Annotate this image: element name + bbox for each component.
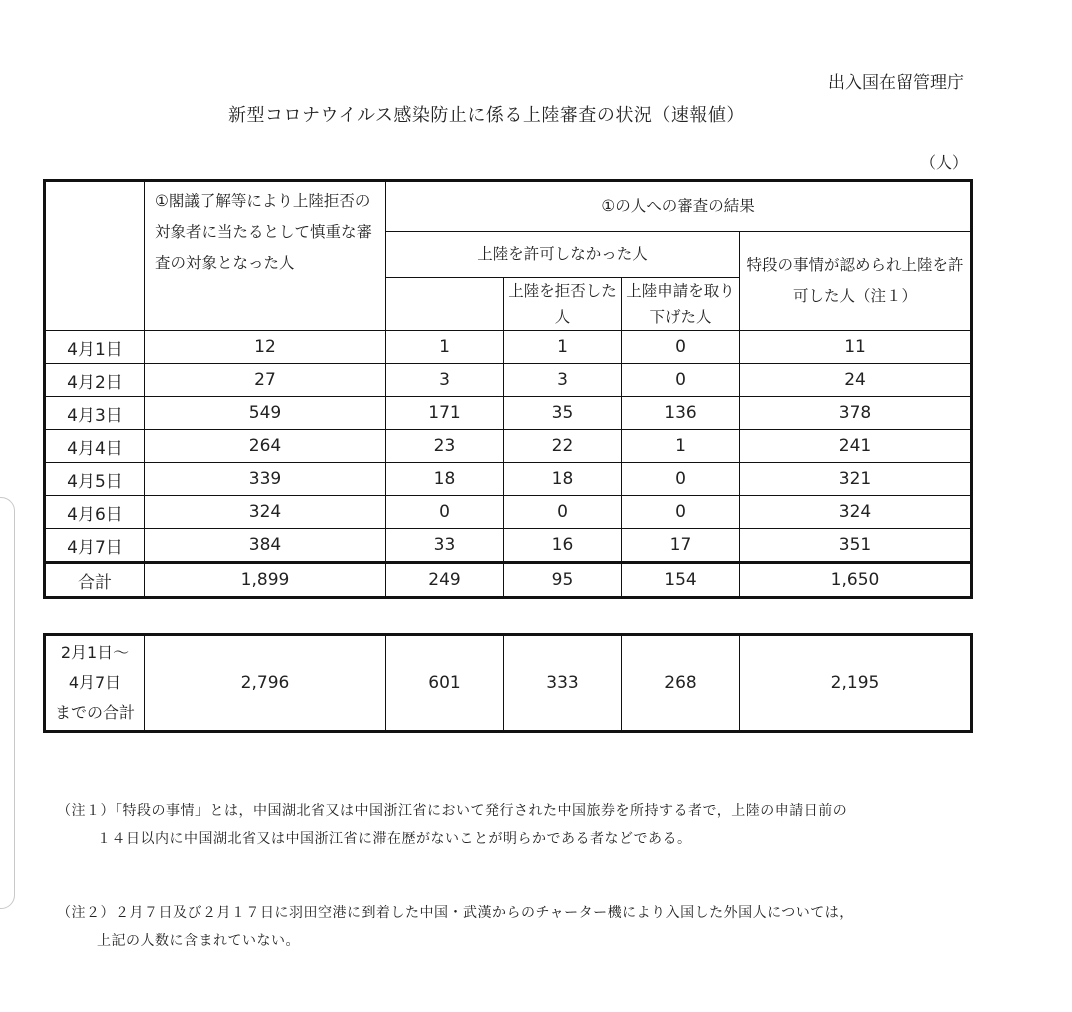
inspection-table [43,179,973,599]
special-cell: 241 [740,430,972,463]
cumulative-label-line: 2月1日～ [60,643,130,662]
header-result-label: ①の人への審査の結果 [601,197,755,215]
not-permitted-cell: 0 [386,496,504,529]
target-cell: 12 [145,331,386,364]
cumulative-label-cell [45,635,145,732]
date-cell: 4月2日 [45,364,145,397]
header-target-label: ①閣議了解等により上陸拒否の対象者に当たるとして慎重な審査の対象となった人 [155,192,373,272]
not-permitted-cell: 18 [386,463,504,496]
table-row [45,496,972,529]
not-permitted-cell: 33 [386,529,504,563]
header-result-cell [386,181,972,232]
note-1 [57,797,847,853]
not-permitted-cell: 3 [386,364,504,397]
header-date-cell [45,181,145,331]
withdrawn-cell: 0 [622,463,740,496]
target-cell: 549 [145,397,386,430]
withdrawn-cell: 0 [622,496,740,529]
refused-cell: 16 [504,529,622,563]
date-cell: 4月7日 [45,529,145,563]
not-permitted-cell: 171 [386,397,504,430]
note-2 [57,899,854,955]
total-row [45,563,972,598]
target-cell: 384 [145,529,386,563]
header-not-permitted-label: 上陸を許可しなかった人 [477,245,648,263]
table-row [45,397,972,430]
refused-cell: 3 [504,364,622,397]
total-withdrawn-cell: 154 [622,563,740,598]
total-not-permitted-cell: 249 [386,563,504,598]
note-2-line-1: （注２）２月７日及び２月１７日に羽田空港に到着した中国・武漢からのチャーター機により入国した外国人については， [57,905,854,921]
agency-name: 出入国在留管理庁 [828,73,964,93]
target-cell: 324 [145,496,386,529]
total-label: 合計 [45,563,145,598]
special-cell: 321 [740,463,972,496]
note-2-line-2: 上記の人数に含まれていない。 [97,933,300,949]
table-row [45,430,972,463]
target-cell: 339 [145,463,386,496]
special-cell: 24 [740,364,972,397]
refused-cell: 0 [504,496,622,529]
refused-cell: 22 [504,430,622,463]
unit-label: （人） [920,153,969,172]
refused-cell: 1 [504,331,622,364]
date-cell: 4月4日 [45,430,145,463]
cumulative-refused-cell: 333 [504,635,622,732]
table-row [45,529,972,563]
cumulative-label-line: までの合計 [54,703,135,722]
cumulative-withdrawn-cell: 268 [622,635,740,732]
refused-cell: 35 [504,397,622,430]
special-cell: 324 [740,496,972,529]
cumulative-table [43,633,973,733]
cumulative-target-cell: 2,796 [145,635,386,732]
note-1-line-2: １４日以内に中国湖北省又は中国浙江省に滞在歴がないことが明らかである者などである。 [97,831,692,847]
header-target-cell [145,181,386,331]
total-special-cell: 1,650 [740,563,972,598]
note-1-line-1: （注１）「特段の事情」とは，中国湖北省又は中国浙江省において発行された中国旅券を所持する者で，上陸の申請日前の [57,803,848,819]
header-special-label: 特段の事情が認められ上陸を許可した人（注１） [746,256,964,305]
special-cell: 378 [740,397,972,430]
total-target-cell: 1,899 [145,563,386,598]
target-cell: 264 [145,430,386,463]
not-permitted-cell: 23 [386,430,504,463]
refused-cell: 18 [504,463,622,496]
date-cell: 4月6日 [45,496,145,529]
side-panel-handle[interactable] [0,497,15,909]
withdrawn-cell: 0 [622,364,740,397]
header-withdrawn-cell [622,278,740,331]
header-not-permitted-cell [386,232,740,278]
table-row [45,364,972,397]
cumulative-label-line: 4月7日 [68,673,122,692]
date-cell: 4月1日 [45,331,145,364]
header-refused-label: 上陸を拒否した人 [508,282,617,326]
date-cell: 4月5日 [45,463,145,496]
cumulative-special-cell: 2,195 [740,635,972,732]
withdrawn-cell: 17 [622,529,740,563]
special-cell: 11 [740,331,972,364]
withdrawn-cell: 0 [622,331,740,364]
table-row [45,463,972,496]
withdrawn-cell: 1 [622,430,740,463]
header-blank-cell [386,278,504,331]
header-withdrawn-label: 上陸申請を取り下げた人 [626,282,735,326]
withdrawn-cell: 136 [622,397,740,430]
date-cell: 4月3日 [45,397,145,430]
cumulative-not-permitted-cell: 601 [386,635,504,732]
document-title: 新型コロナウイルス感染防止に係る上陸審査の状況（速報値） [228,105,745,126]
total-refused-cell: 95 [504,563,622,598]
header-refused-cell [504,278,622,331]
target-cell: 27 [145,364,386,397]
table-row [45,331,972,364]
header-special-cell [740,232,972,331]
special-cell: 351 [740,529,972,563]
not-permitted-cell: 1 [386,331,504,364]
cumulative-row [45,635,972,732]
